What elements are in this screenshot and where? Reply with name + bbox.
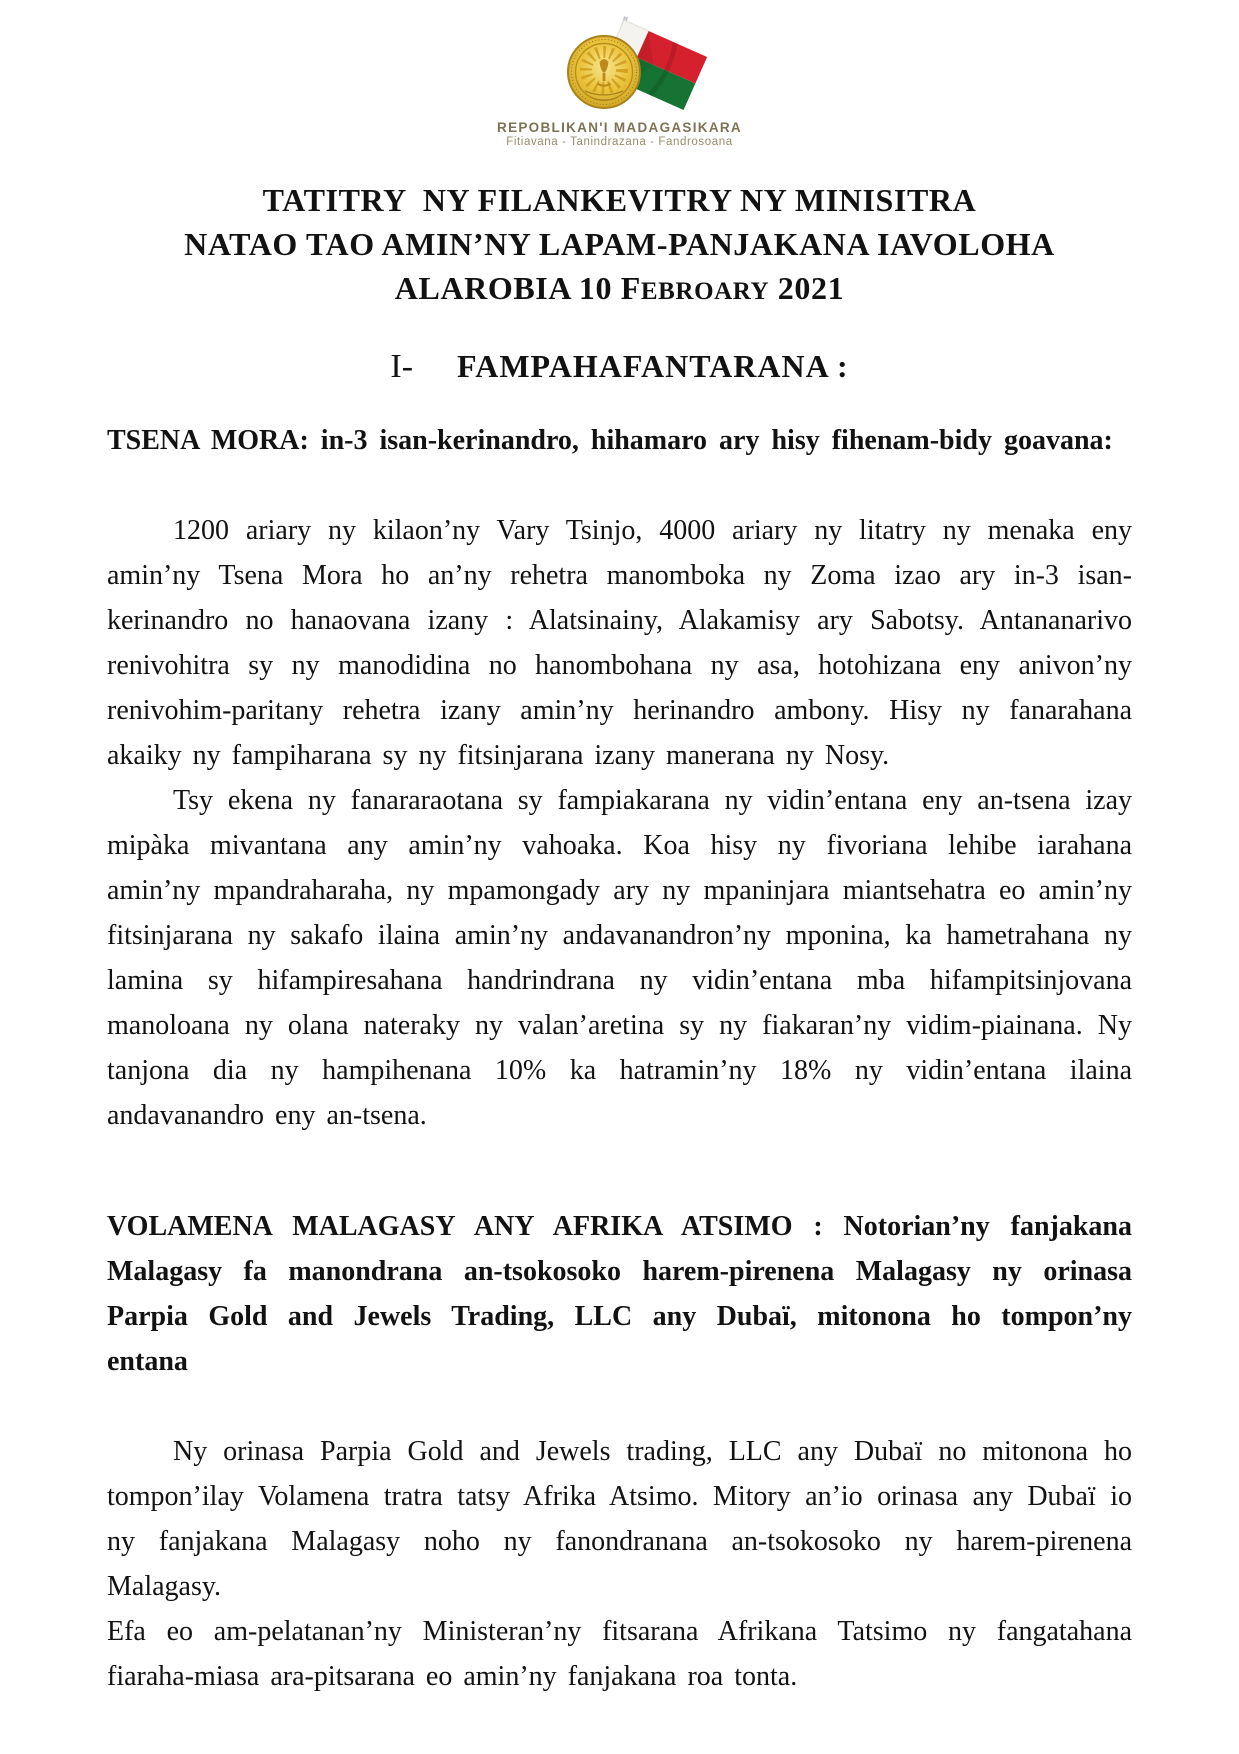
topic-heading-volamena: VOLAMENA MALAGASY ANY AFRIKA ATSIMO : Notorian’ny fanjakana Malagasy fa manondrana an-tsokosoko harem-pirenena Malagasy ny orinasa Parpia Gold and Jewels Trading, LLC any Dubaï, mitonona ho tompon’ny entana <box>107 1211 1132 1377</box>
country-name: REPOBLIKAN'I MADAGASIKARA <box>497 120 742 135</box>
paragraph: 1200 ariary ny kilaon’ny Vary Tsinjo, 4000 ariary ny litatry ny menaka eny amin’ny Tsena Mora ho an’ny rehetra manomboka ny Zoma izao ary in-3 isan-kerinandro no hanaovana izany : Alatsinainy, Alakamisy ary Sabotsy. Antananarivo renivohitra sy ny manodidina no hanombohana ny asa, hotohizana eny anivon’ny renivohim-paritany rehetra izany amin’ny herinandro ambony. Hisy ny fanarahana akaiky ny fampiharana sy ny fitsinjarana izany manerana ny Nosy. <box>107 515 1132 771</box>
national-motto: Fitiavana - Tanindrazana - Fandrosoana <box>506 136 733 148</box>
section-heading <box>107 348 1132 386</box>
document-title <box>107 178 1132 314</box>
paragraph: Tsy ekena ny fanararaotana sy fampiakarana ny vidin’entana eny an-tsena izay mipàka mivantana any amin’ny vahoaka. Koa hisy ny fivoriana lehibe iarahana amin’ny mpandraharaha, ny mpamongady ary ny mpaninjara miantsehatra eo amin’ny fitsinjarana ny sakafo ilaina amin’ny andavanandron’ny mponina, ka hametrahana ny lamina sy hifampiresahana handrindrana ny vidin’entana mba hifampitsinjovana manoloana ny olana nateraky ny valan’aretina sy ny fiakaran’ny vidim-piainana. Ny tanjona dia ny hampihenana 10% ka hatramin’ny 18% ny vidin’entana ilaina andavanandro eny an-tsena. <box>107 785 1132 1131</box>
title-date-prefix: ALAROBIA 10 F <box>394 270 641 306</box>
section-label: FAMPAHAFANTARANA : <box>457 348 849 384</box>
paragraph: Efa eo am-pelatanan’ny Ministeran’ny fitsarana Afrikana Tatsimo ny fangatahana fiaraha-miasa ara-pitsarana eo amin’ny fanjakana roa tonta. <box>107 1616 1132 1692</box>
paragraph: Ny orinasa Parpia Gold and Jewels trading, LLC any Dubaï no mitonona ho tompon’ilay Volamena tratra tatsy Afrika Atsimo. Mitory an’io orinasa any Dubaï io ny fanjakana Malagasy noho ny fanondranana an-tsokosoko ny harem-pirenena Malagasy. <box>107 1436 1132 1602</box>
title-line-1: TATITRY NY FILANKEVITRY NY MINISITRA <box>262 182 977 218</box>
title-date-smallcaps: EBROARY <box>640 278 770 305</box>
topic-heading-tsena-mora: TSENA MORA: in-3 isan-kerinandro, hihamaro ary hisy fihenam-bidy goavana: <box>107 425 1113 456</box>
letterhead <box>107 14 1132 148</box>
title-line-2: NATAO TAO AMIN’NY LAPAM-PANJAKANA IAVOLOHA <box>184 226 1055 262</box>
section-numeral: I- <box>390 348 414 385</box>
title-line-3 <box>107 266 1132 314</box>
document-body <box>107 418 1132 1699</box>
madagascar-emblem-icon <box>512 14 727 119</box>
title-date-suffix: 2021 <box>769 270 845 306</box>
